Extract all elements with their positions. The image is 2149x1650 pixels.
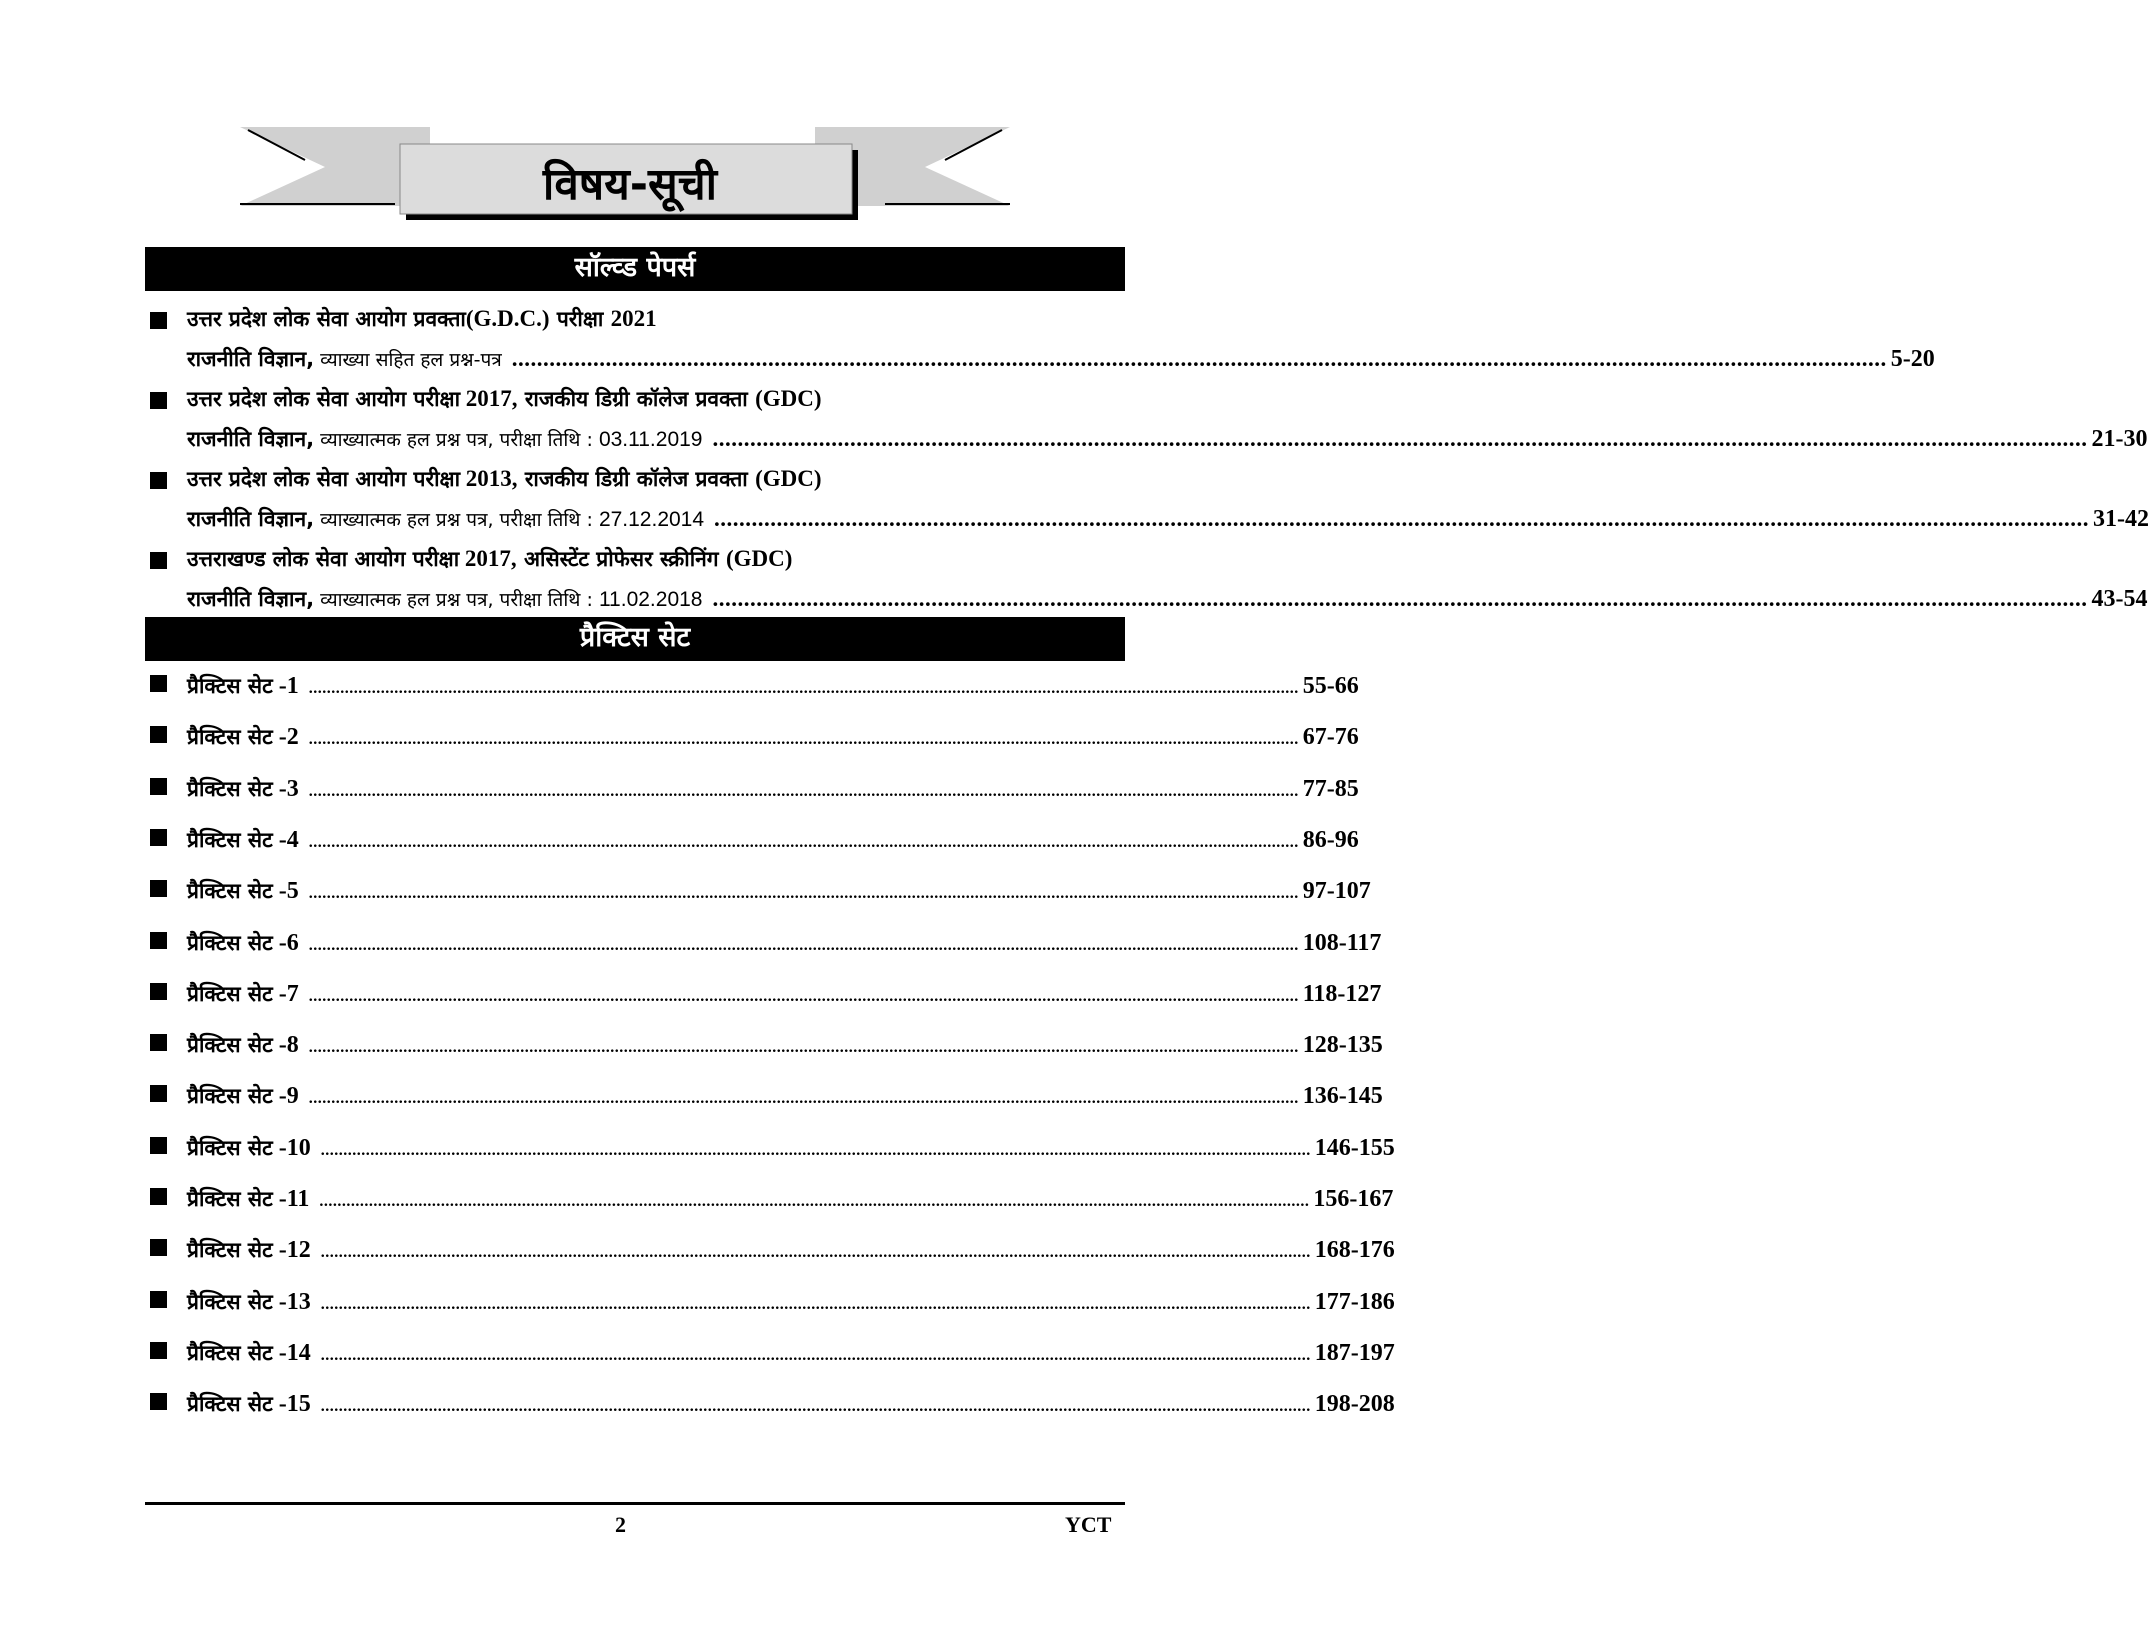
paper-title: उत्तर प्रदेश लोक सेवा आयोग परीक्षा 2017, राजकीय डिग्री कॉलेज प्रवक्ता (GDC) bbox=[187, 386, 822, 411]
page-range: 108-117 bbox=[1302, 929, 1382, 956]
dot-leader: ............................................................................................................................................................................................................................ bbox=[308, 731, 1299, 749]
page-range: 168-176 bbox=[1314, 1237, 1395, 1264]
paper-description: व्याख्यात्मक हल प्रश्न पत्र, परीक्षा तिथि : 27.12.2014 bbox=[320, 508, 705, 531]
practice-set-entry[interactable] bbox=[150, 1031, 1383, 1065]
paper-subject: राजनीति विज्ञान, bbox=[187, 587, 315, 611]
bullet-square-icon bbox=[150, 1085, 167, 1102]
practice-set-entry[interactable] bbox=[150, 775, 1359, 809]
footer-divider bbox=[145, 1502, 1125, 1505]
practice-set-entry[interactable] bbox=[150, 1185, 1394, 1219]
practice-set-number: -6 bbox=[278, 929, 299, 956]
practice-set-label: प्रैक्टिस सेट bbox=[187, 776, 273, 801]
practice-set-label: प्रैक्टिस सेट bbox=[187, 1187, 273, 1211]
practice-set-number: -13 bbox=[278, 1288, 311, 1315]
bullet-square-icon bbox=[150, 1239, 167, 1256]
practice-set-number: -3 bbox=[278, 775, 299, 802]
solved-paper-entry[interactable] bbox=[150, 385, 2148, 461]
dot-leader: ............................................................................................................................................................................................................................ bbox=[308, 782, 1299, 800]
exam-date: 03.11.2019 bbox=[598, 428, 703, 451]
practice-set-label: प्रैक्टिस सेट bbox=[187, 879, 273, 904]
practice-set-label: प्रैक्टिस सेट bbox=[187, 674, 273, 698]
dot-leader: ............................................................................................................................................................................................................................ bbox=[712, 426, 2088, 451]
paper-description: व्याख्यात्मक हल प्रश्न पत्र, परीक्षा तिथि : 03.11.2019 bbox=[320, 428, 703, 451]
page-range: 43-54 bbox=[2091, 586, 2148, 612]
page-range: 156-167 bbox=[1313, 1186, 1394, 1212]
dot-leader: ............................................................................................................................................................................................................................ bbox=[308, 1039, 1299, 1057]
practice-set-entry[interactable] bbox=[150, 877, 1371, 911]
practice-set-label: प्रैक्टिस सेट bbox=[187, 1033, 273, 1058]
dot-leader: ............................................................................................................................................................................................................................ bbox=[712, 586, 2088, 611]
page-range: 198-208 bbox=[1314, 1391, 1395, 1418]
paper-title: उत्तराखण्ड लोक सेवा आयोग परीक्षा 2017, असिस्टेंट प्रोफेसर स्क्रीनिंग (GDC) bbox=[187, 546, 793, 571]
page-range: 55-66 bbox=[1302, 673, 1359, 699]
practice-set-label: प्रैक्टिस सेट bbox=[187, 1238, 273, 1263]
practice-set-number: -9 bbox=[278, 1083, 299, 1110]
page-range: 146-155 bbox=[1314, 1134, 1395, 1161]
practice-set-number: -15 bbox=[278, 1391, 311, 1418]
dot-leader: ............................................................................................................................................................................................................................ bbox=[308, 833, 1299, 851]
solved-paper-entry[interactable] bbox=[150, 305, 1935, 381]
page-range: 31-42 bbox=[2093, 506, 2149, 532]
page-range: 77-85 bbox=[1302, 775, 1359, 802]
paper-description: व्याख्यात्मक हल प्रश्न पत्र, परीक्षा तिथि : 11.02.2018 bbox=[320, 588, 703, 611]
practice-set-number: -4 bbox=[278, 826, 299, 853]
practice-set-entry[interactable] bbox=[150, 723, 1359, 757]
practice-set-number: -1 bbox=[278, 673, 299, 699]
bullet-square-icon bbox=[150, 312, 167, 329]
dot-leader: ............................................................................................................................................................................................................................ bbox=[320, 1244, 1311, 1262]
page-range: 67-76 bbox=[1302, 724, 1359, 751]
practice-set-label: प्रैक्टिस सेट bbox=[187, 1084, 273, 1109]
dot-leader: ............................................................................................................................................................................................................................ bbox=[319, 1193, 1310, 1210]
page-range: 187-197 bbox=[1314, 1339, 1395, 1366]
practice-set-label: प्रैक्टिस सेट bbox=[187, 1289, 273, 1314]
title-banner bbox=[0, 0, 1275, 240]
practice-set-number: -14 bbox=[278, 1339, 311, 1366]
dot-leader: ............................................................................................................................................................................................................................ bbox=[308, 987, 1299, 1005]
practice-set-label: प्रैक्टिस सेट bbox=[187, 930, 273, 955]
bullet-square-icon bbox=[150, 1137, 167, 1154]
page-range: 136-145 bbox=[1302, 1083, 1383, 1110]
exam-date: 11.02.2018 bbox=[598, 588, 703, 611]
page-range: 5-20 bbox=[1890, 346, 1935, 372]
practice-set-label: प्रैक्टिस सेट bbox=[187, 981, 273, 1006]
bullet-square-icon bbox=[150, 778, 167, 795]
practice-set-label: प्रैक्टिस सेट bbox=[187, 1392, 273, 1417]
bullet-square-icon bbox=[150, 1393, 167, 1410]
dot-leader: ............................................................................................................................................................................................................................ bbox=[320, 1141, 1311, 1159]
paper-subject: राजनीति विज्ञान, bbox=[187, 427, 315, 451]
bullet-square-icon bbox=[150, 726, 167, 743]
practice-set-number: -10 bbox=[278, 1134, 311, 1161]
practice-set-number: -8 bbox=[278, 1032, 299, 1059]
page-range: 177-186 bbox=[1314, 1288, 1395, 1315]
solved-paper-entry[interactable] bbox=[150, 465, 2149, 541]
practice-set-entry[interactable] bbox=[150, 672, 1359, 706]
solved-paper-entry[interactable] bbox=[150, 545, 2148, 621]
practice-set-entry[interactable] bbox=[150, 980, 1382, 1014]
bullet-square-icon bbox=[150, 472, 167, 489]
practice-set-number: -5 bbox=[278, 878, 299, 905]
paper-title: उत्तर प्रदेश लोक सेवा आयोग प्रवक्ता(G.D.C.) परीक्षा 2021 bbox=[187, 306, 657, 331]
bullet-square-icon bbox=[150, 1342, 167, 1359]
page-range: 118-127 bbox=[1302, 980, 1382, 1007]
bullet-square-icon bbox=[150, 675, 167, 692]
practice-set-entry[interactable] bbox=[150, 1339, 1395, 1373]
practice-set-entry[interactable] bbox=[150, 1082, 1383, 1116]
bullet-square-icon bbox=[150, 392, 167, 409]
practice-set-label: प्रैक्टिस सेट bbox=[187, 827, 273, 852]
bullet-square-icon bbox=[150, 552, 167, 569]
bullet-square-icon bbox=[150, 880, 167, 897]
page-range: 97-107 bbox=[1302, 878, 1371, 905]
bullet-square-icon bbox=[150, 932, 167, 949]
dot-leader: ............................................................................................................................................................................................................................ bbox=[308, 936, 1299, 954]
dot-leader: ............................................................................................................................................................................................................................ bbox=[511, 346, 1887, 371]
dot-leader: ............................................................................................................................................................................................................................ bbox=[308, 885, 1299, 903]
page-title: विषय-सूची bbox=[542, 159, 718, 210]
bullet-square-icon bbox=[150, 1034, 167, 1051]
practice-set-number: -11 bbox=[278, 1186, 310, 1212]
practice-set-entry[interactable] bbox=[150, 1390, 1395, 1424]
practice-sets-heading: प्रैक्टिस सेट bbox=[145, 617, 1125, 661]
practice-set-label: प्रैक्टिस सेट bbox=[187, 725, 273, 750]
practice-set-entry[interactable] bbox=[150, 929, 1382, 963]
practice-set-entry[interactable] bbox=[150, 1134, 1395, 1168]
exam-date: 27.12.2014 bbox=[598, 508, 705, 531]
practice-set-entry[interactable] bbox=[150, 1236, 1395, 1270]
paper-subject: राजनीति विज्ञान, bbox=[187, 347, 315, 371]
page-range: 128-135 bbox=[1302, 1032, 1383, 1059]
solved-papers-heading: सॉल्व्ड पेपर्स bbox=[145, 247, 1125, 291]
paper-title: उत्तर प्रदेश लोक सेवा आयोग परीक्षा 2013, राजकीय डिग्री कॉलेज प्रवक्ता (GDC) bbox=[187, 466, 822, 491]
practice-set-entry[interactable] bbox=[150, 1288, 1395, 1322]
practice-set-label: प्रैक्टिस सेट bbox=[187, 1135, 273, 1160]
page-range: 86-96 bbox=[1302, 826, 1359, 853]
bullet-square-icon bbox=[150, 1188, 167, 1205]
practice-set-number: -7 bbox=[278, 980, 299, 1007]
paper-description: व्याख्या सहित हल प्रश्न-पत्र bbox=[320, 349, 502, 371]
paper-subject: राजनीति विज्ञान, bbox=[187, 507, 315, 531]
bullet-square-icon bbox=[150, 983, 167, 1000]
dot-leader: ............................................................................................................................................................................................................................ bbox=[320, 1295, 1311, 1313]
dot-leader: ............................................................................................................................................................................................................................ bbox=[308, 1090, 1299, 1108]
bullet-square-icon bbox=[150, 829, 167, 846]
publisher-brand: YCT bbox=[1065, 1512, 1112, 1537]
practice-set-number: -2 bbox=[278, 724, 299, 751]
dot-leader: ............................................................................................................................................................................................................................ bbox=[320, 1398, 1311, 1416]
dot-leader: ............................................................................................................................................................................................................................ bbox=[714, 506, 2090, 531]
practice-set-number: -12 bbox=[278, 1237, 311, 1264]
page-number: 2 bbox=[615, 1512, 626, 1537]
bullet-square-icon bbox=[150, 1291, 167, 1308]
page-range: 21-30 bbox=[2091, 426, 2148, 452]
dot-leader: ............................................................................................................................................................................................................................ bbox=[320, 1346, 1311, 1364]
practice-set-label: प्रैक्टिस सेट bbox=[187, 1340, 273, 1365]
dot-leader: ............................................................................................................................................................................................................................ bbox=[308, 680, 1299, 697]
practice-set-entry[interactable] bbox=[150, 826, 1359, 860]
